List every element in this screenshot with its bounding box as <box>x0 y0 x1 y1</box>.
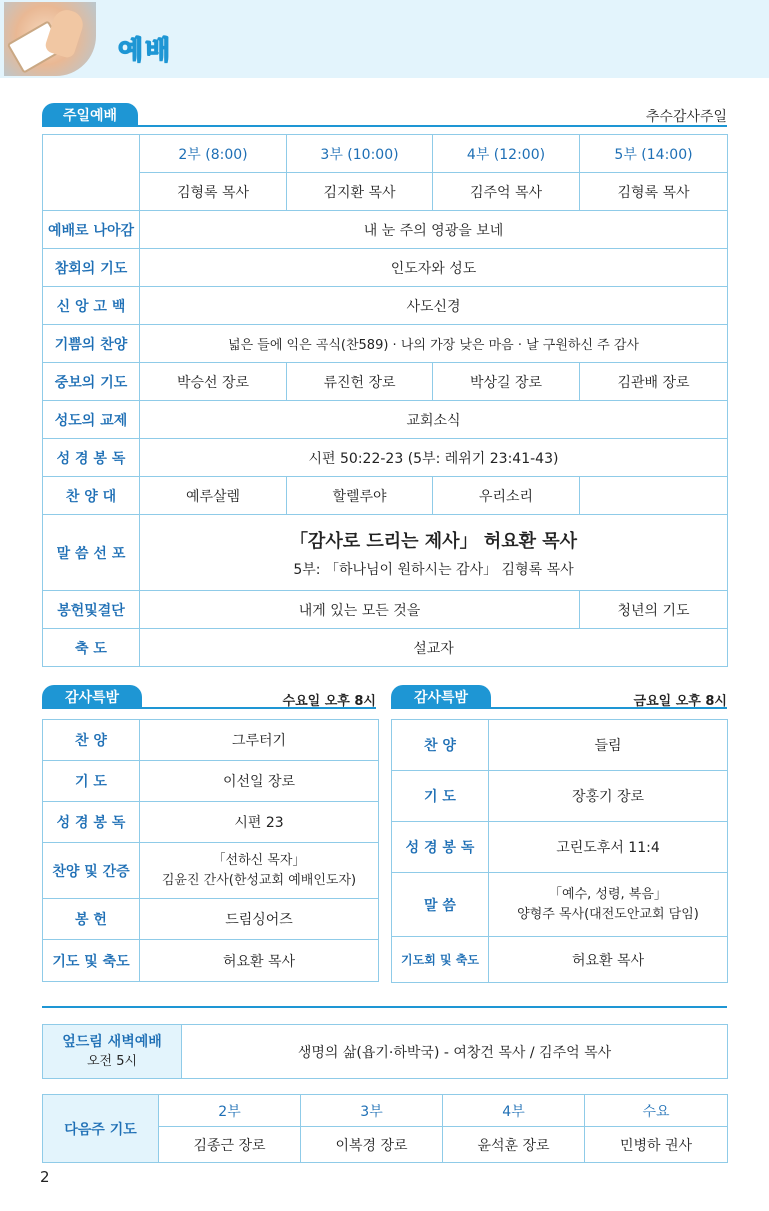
corner-cell <box>43 135 140 211</box>
intercession-4: 박상길 장로 <box>433 363 580 401</box>
offering-value: 내게 있는 모든 것을 <box>140 591 580 629</box>
repentance-value: 인도자와 성도 <box>140 249 728 287</box>
wed-row-label: 기도 및 축도 <box>43 940 140 982</box>
page-number: 2 <box>40 1168 50 1186</box>
page-header <box>0 0 769 78</box>
wednesday-tab: 감사특밤 <box>42 685 142 708</box>
choir-2: 예루살렘 <box>140 477 287 515</box>
service-5-preacher: 김형록 목사 <box>580 173 728 211</box>
dawn-service-table <box>42 1024 728 1079</box>
choir-label: 찬 양 대 <box>43 477 140 515</box>
service-2-label: 2부 (8:00) <box>140 135 287 173</box>
friday-tab: 감사특밤 <box>391 685 491 708</box>
sermon-label: 말 씀 선 포 <box>43 515 140 591</box>
service-3-preacher: 김지환 목사 <box>287 173 433 211</box>
wed-row-label: 찬양 및 간증 <box>43 843 140 899</box>
service-4-preacher: 김주억 목사 <box>433 173 580 211</box>
fri-sermon-title: 「예수, 성령, 복음」 <box>549 886 667 902</box>
wed-testimony-cell <box>140 843 379 899</box>
next-prayer-col-4: 4부 <box>443 1095 585 1127</box>
choir-4: 우리소리 <box>433 477 580 515</box>
dawn-label-cell <box>43 1025 182 1079</box>
friday-time: 금요일 오후 8시 <box>633 694 727 709</box>
wed-row-label: 성 경 봉 독 <box>43 802 140 843</box>
repentance-label: 참회의 기도 <box>43 249 140 287</box>
creed-value: 사도신경 <box>140 287 728 325</box>
dawn-label: 엎드림 새벽예배 <box>62 1033 162 1050</box>
benediction-label: 축 도 <box>43 629 140 667</box>
next-prayer-name-4: 윤석훈 장로 <box>443 1127 585 1163</box>
wednesday-time: 수요일 오후 8시 <box>282 694 376 709</box>
wed-row-value: 이선일 장로 <box>140 761 379 802</box>
service-4-label: 4부 (12:00) <box>433 135 580 173</box>
fri-row-value: 허요환 목사 <box>489 937 728 983</box>
procession-value: 내 눈 주의 영광을 보네 <box>140 211 728 249</box>
benediction-value: 설교자 <box>140 629 728 667</box>
fri-row-label: 성 경 봉 독 <box>392 822 489 873</box>
sunday-occasion: 추수감사주일 <box>645 109 727 125</box>
praying-hands-icon <box>44 6 87 59</box>
next-prayer-name-wed: 민병하 권사 <box>585 1127 728 1163</box>
wed-row-value: 허요환 목사 <box>140 940 379 982</box>
wed-testimony-title: 「선하신 목자」 <box>212 852 306 868</box>
sunday-tab: 주일예배 <box>42 103 138 126</box>
wed-row-value: 그루터기 <box>140 720 379 761</box>
procession-label: 예배로 나아감 <box>43 211 140 249</box>
sunday-service-table <box>42 134 728 667</box>
creed-label: 신 앙 고 백 <box>43 287 140 325</box>
scripture-label: 성 경 봉 독 <box>43 439 140 477</box>
fellowship-label: 성도의 교제 <box>43 401 140 439</box>
intercession-5: 김관배 장로 <box>580 363 728 401</box>
fri-row-value: 장홍기 장로 <box>489 771 728 822</box>
joy-hymn-value: 넓은 들에 익은 곡식(찬589) · 나의 가장 낮은 마음 · 날 구원하신 주 감사 <box>140 325 728 363</box>
intercession-3: 류진헌 장로 <box>287 363 433 401</box>
dawn-value: 생명의 삶(욥기·하박국) - 여창건 목사 / 김주억 목사 <box>182 1025 728 1079</box>
next-prayer-col-wed: 수요 <box>585 1095 728 1127</box>
joy-hymn-label: 기쁨의 찬양 <box>43 325 140 363</box>
wed-row-label: 기 도 <box>43 761 140 802</box>
fri-sermon-cell <box>489 873 728 937</box>
sermon-title: 「감사로 드리는 제사」 허요환 목사 <box>289 530 578 552</box>
next-prayer-label: 다음주 기도 <box>43 1095 159 1163</box>
service-3-label: 3부 (10:00) <box>287 135 433 173</box>
choir-5 <box>580 477 728 515</box>
sermon-sub: 5부: 「하나님이 원하시는 감사」 김형록 목사 <box>293 561 574 578</box>
next-prayer-name-2: 김종근 장로 <box>159 1127 301 1163</box>
intercession-label: 중보의 기도 <box>43 363 140 401</box>
next-prayer-table <box>42 1094 728 1163</box>
next-prayer-name-3: 이복경 장로 <box>301 1127 443 1163</box>
section-divider <box>42 1006 727 1008</box>
fri-row-value: 고린도후서 11:4 <box>489 822 728 873</box>
fri-row-label: 찬 양 <box>392 720 489 771</box>
wed-row-value: 시편 23 <box>140 802 379 843</box>
wed-row-value: 드림싱어즈 <box>140 899 379 940</box>
fri-sermon-speaker: 양형주 목사(대전도안교회 담임) <box>517 906 699 922</box>
service-5-label: 5부 (14:00) <box>580 135 728 173</box>
wednesday-table <box>42 719 379 982</box>
wed-row-label: 봉 헌 <box>43 899 140 940</box>
scripture-value: 시편 50:22-23 (5부: 레위기 23:41-43) <box>140 439 728 477</box>
wed-testimony-speaker: 김윤진 간사(한성교회 예배인도자) <box>161 872 357 888</box>
fri-row-value: 들림 <box>489 720 728 771</box>
next-prayer-col-2: 2부 <box>159 1095 301 1127</box>
choir-3: 할렐루야 <box>287 477 433 515</box>
sermon-cell <box>140 515 728 591</box>
intercession-2: 박승선 장로 <box>140 363 287 401</box>
service-2-preacher: 김형록 목사 <box>140 173 287 211</box>
fellowship-value: 교회소식 <box>140 401 728 439</box>
offering-value-5: 청년의 기도 <box>580 591 728 629</box>
offering-label: 봉헌및결단 <box>43 591 140 629</box>
prayer-photo <box>4 2 96 76</box>
page-title: 예배 <box>118 36 173 66</box>
dawn-time: 오전 5시 <box>86 1053 138 1069</box>
fri-row-label: 말 씀 <box>392 873 489 937</box>
wed-row-label: 찬 양 <box>43 720 140 761</box>
fri-row-label: 기도회 및 축도 <box>392 937 489 983</box>
next-prayer-col-3: 3부 <box>301 1095 443 1127</box>
friday-table <box>391 719 728 983</box>
fri-row-label: 기 도 <box>392 771 489 822</box>
